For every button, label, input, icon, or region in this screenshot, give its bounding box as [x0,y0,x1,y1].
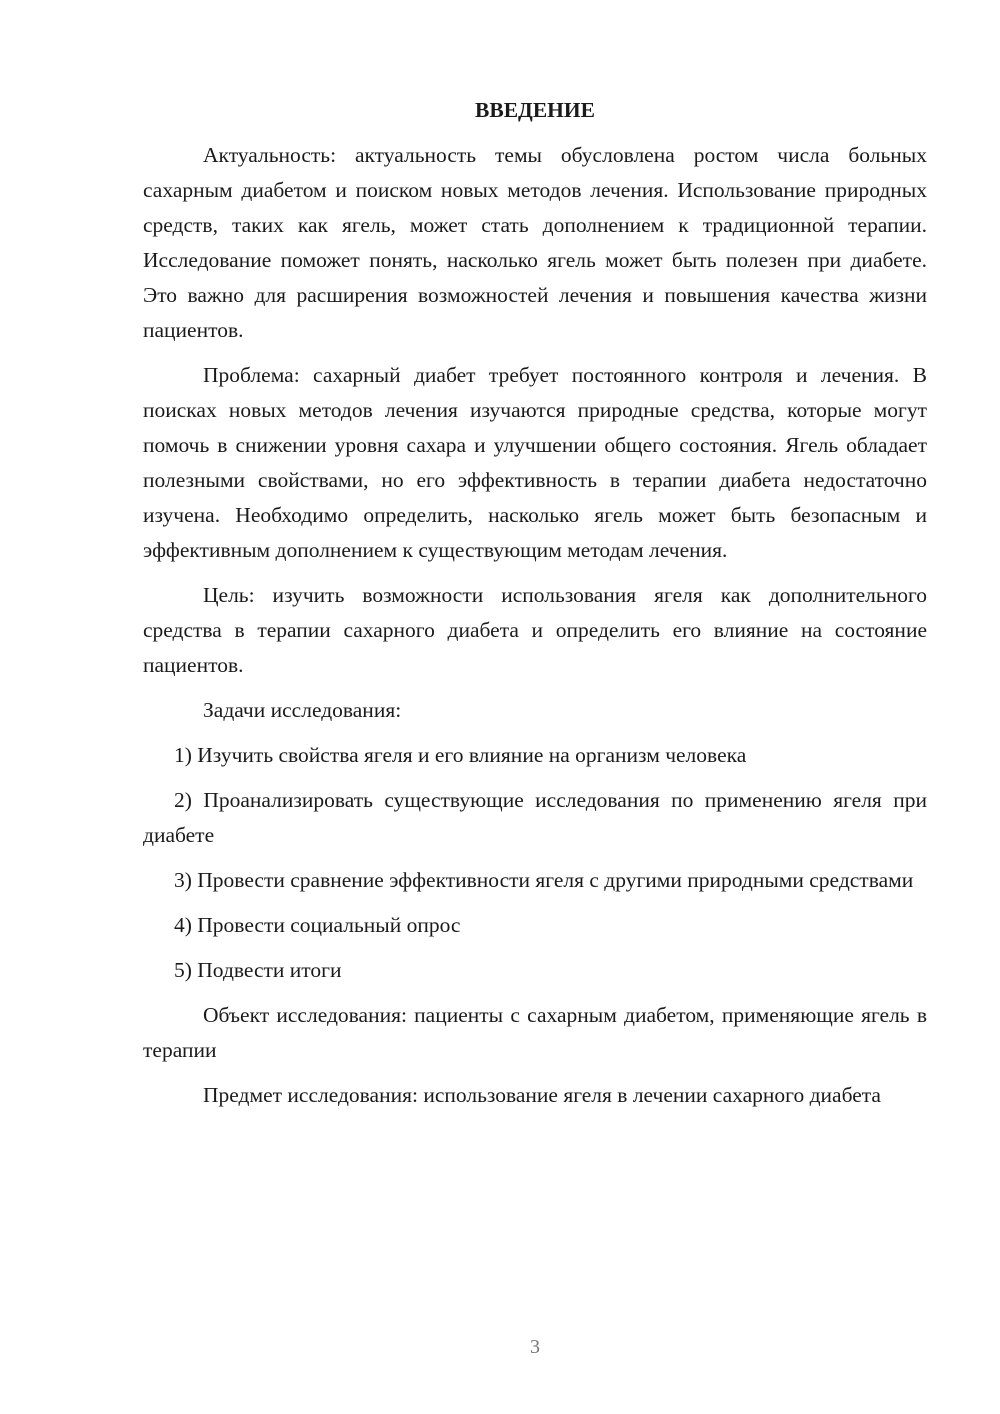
section-heading: ВВЕДЕНИЕ [475,98,595,122]
object-paragraph: Объект исследования: пациенты с сахарным диабетом, применяющие ягель в терапии [143,1003,927,1062]
goal-paragraph: Цель: изучить возможности использования ягеля как дополнительного средства в терапии сахарного диабета и определить его влияние на состояние пациентов. [143,583,927,677]
document-body [143,93,927,1123]
problem-paragraph: Проблема: сахарный диабет требует постоянного контроля и лечения. В поисках новых методов лечения изучаются природные средства, которые могут помочь в снижении уровня сахара и улучшении общего состояния. Ягель обладает полезными свойствами, но его эффективность в терапии диабета недостаточно изучена. Необходимо определить, насколько ягель может быть безопасным и эффективным дополнением к существующим методам лечения. [143,363,927,562]
task-item-1: 1) Изучить свойства ягеля и его влияние на организм человека [174,743,747,767]
task-item-5: 5) Подвести итоги [174,958,342,982]
task-item-3: 3) Провести сравнение эффективности ягеля с другими природными средствами [174,868,914,892]
relevance-paragraph: Актуальность: актуальность темы обусловлена ростом числа больных сахарным диабетом и поиском новых методов лечения. Использование природных средств, таких как ягель, может стать дополнением к традиционной терапии. Исследование поможет понять, насколько ягель может быть полезен при диабете. Это важно для расширения возможностей лечения и повышения качества жизни пациентов. [143,143,927,342]
tasks-heading: Задачи исследования: [203,698,402,722]
page-number: 3 [530,1336,540,1358]
subject-paragraph: Предмет исследования: использование ягеля в лечении сахарного диабета [203,1083,881,1107]
task-item-4: 4) Провести социальный опрос [174,913,461,937]
task-item-2: 2) Проанализировать существующие исследования по применению ягеля при диабете [143,788,927,847]
